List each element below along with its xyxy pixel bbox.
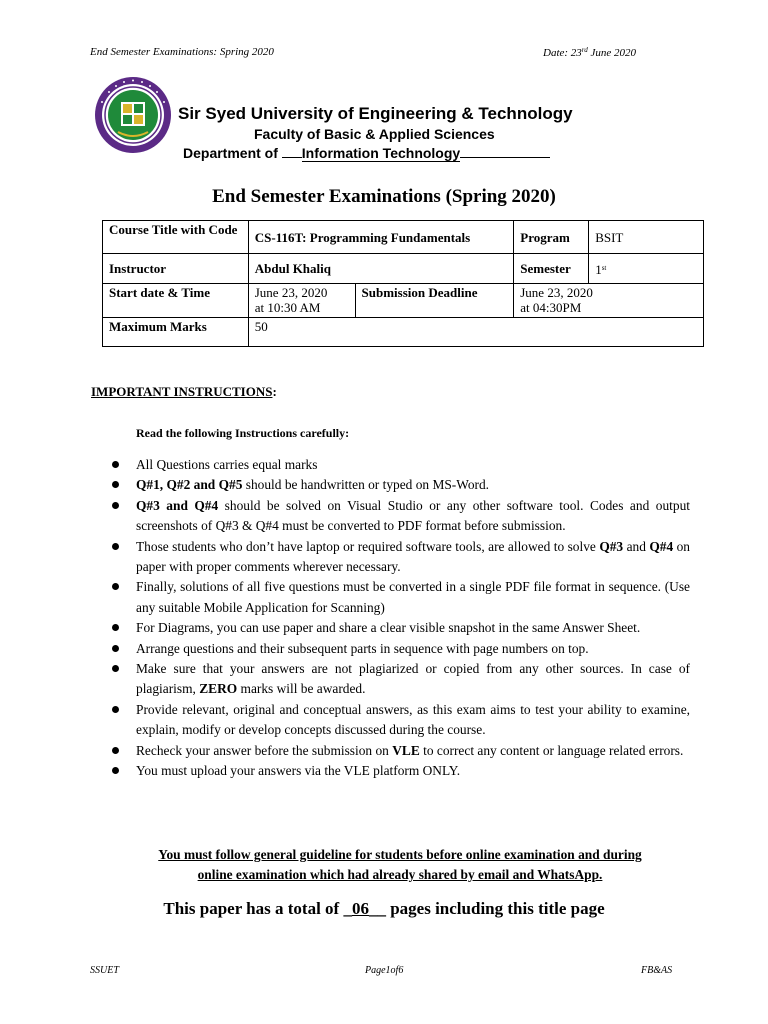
pages-note: This paper has a total of _06__ pages including this title page bbox=[163, 899, 605, 918]
list-item: Arrange questions and their subsequent parts in sequence with page numbers on top. bbox=[112, 639, 690, 659]
deadline-value: June 23, 2020 at 04:30PM bbox=[514, 284, 704, 318]
list-item: Recheck your answer before the submission on VLE to correct any content or language related errors. bbox=[112, 741, 690, 761]
marks-value: 50 bbox=[248, 318, 703, 347]
list-item: You must upload your answers via the VLE platform ONLY. bbox=[112, 761, 690, 781]
instructions-heading: IMPORTANT INSTRUCTIONS: bbox=[91, 384, 277, 399]
header-left-text: End Semester Examinations: Spring 2020 bbox=[90, 46, 274, 58]
instructor-label: Instructor bbox=[103, 254, 249, 284]
deadline-label: Submission Deadline bbox=[355, 284, 514, 318]
list-item: Q#3 and Q#4 should be solved on Visual Studio or any other software tool. Codes and output screenshots of Q#3 & Q#4 must be converted to PDF format before submission. bbox=[112, 496, 690, 537]
bullet-icon bbox=[112, 706, 119, 713]
list-item: Those students who don’t have laptop or required software tools, are allowed to solve Q#3 and Q#4 on paper with proper comments wherever necessary. bbox=[112, 537, 690, 578]
list-item: Finally, solutions of all five questions must be converted in a single PDF file format in sequence. (Use any suitable Mobile Application for Scanning) bbox=[112, 577, 690, 618]
footer-right: FB&AS bbox=[641, 965, 673, 976]
exam-title: End Semester Examinations (Spring 2020) bbox=[212, 186, 556, 207]
instructions-list bbox=[112, 455, 690, 782]
course-label: Course Title with Code bbox=[103, 221, 249, 254]
bullet-icon bbox=[112, 665, 119, 672]
read-instructions-line: Read the following Instructions carefully: bbox=[136, 426, 350, 440]
table-row bbox=[103, 318, 704, 347]
bullet-icon bbox=[112, 543, 119, 550]
instructor-value: Abdul Khaliq bbox=[248, 254, 514, 284]
list-item: For Diagrams, you can use paper and share a clear visible snapshot in the same Answer Sheet. bbox=[112, 618, 690, 638]
header-date: Date: 23rd June 2020 bbox=[543, 46, 637, 59]
bullet-icon bbox=[112, 767, 119, 774]
list-item: Q#1, Q#2 and Q#5 should be handwritten or typed on MS-Word. bbox=[112, 475, 690, 495]
bullet-icon bbox=[112, 583, 119, 590]
university-name: Sir Syed University of Engineering & Technology bbox=[178, 104, 573, 123]
program-label: Program bbox=[514, 221, 589, 254]
list-item: All Questions carries equal marks bbox=[112, 455, 690, 475]
table-row bbox=[103, 284, 704, 318]
bullet-icon bbox=[112, 481, 119, 488]
bullet-icon bbox=[112, 461, 119, 468]
program-value: BSIT bbox=[589, 221, 704, 254]
semester-value: 1st bbox=[589, 254, 704, 284]
bullet-icon bbox=[112, 645, 119, 652]
bullet-icon bbox=[112, 747, 119, 754]
table-row bbox=[103, 254, 704, 284]
course-value: CS-116T: Programming Fundamentals bbox=[248, 221, 514, 254]
bullet-icon bbox=[112, 502, 119, 509]
list-item: Provide relevant, original and conceptual answers, as this exam aims to test your ability to examine, explain, modify or develop concepts discussed during the course. bbox=[112, 700, 690, 741]
university-logo-icon bbox=[94, 76, 172, 154]
start-value: June 23, 2020 at 10:30 AM bbox=[248, 284, 355, 318]
semester-label: Semester bbox=[514, 254, 589, 284]
footer-page-number: Page1of6 bbox=[365, 965, 404, 976]
exam-info-table bbox=[102, 220, 704, 347]
faculty-name: Faculty of Basic & Applied Sciences bbox=[254, 126, 495, 142]
marks-label: Maximum Marks bbox=[103, 318, 249, 347]
department-line: Department of Information Technology bbox=[183, 145, 550, 161]
list-item: Make sure that your answers are not plagiarized or copied from any other sources. In case of plagiarism, ZERO marks will be awarded. bbox=[112, 659, 690, 700]
start-label: Start date & Time bbox=[103, 284, 249, 318]
footer-left: SSUET bbox=[90, 965, 119, 976]
table-row bbox=[103, 221, 704, 254]
guideline-notice: You must follow general guideline for students before online examination and during online examination which had already shared by email and WhatsApp. bbox=[158, 847, 642, 882]
bullet-icon bbox=[112, 624, 119, 631]
department-name: Information Technology bbox=[301, 145, 461, 161]
